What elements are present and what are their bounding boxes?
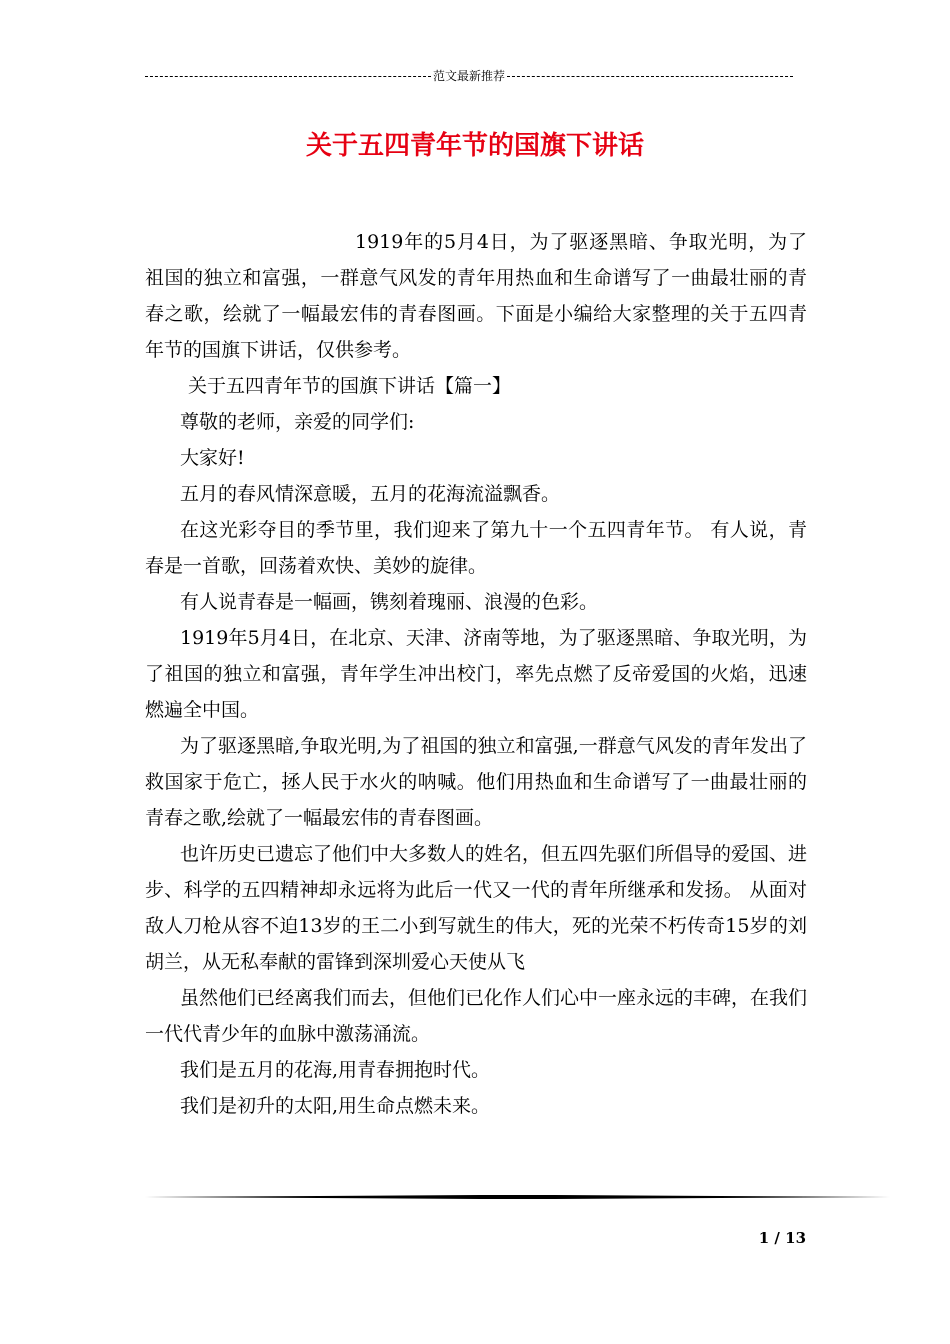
header-dash-right	[507, 76, 793, 77]
paragraph: 1919年5月4日，在北京、天津、济南等地，为了驱逐黑暗、争取光明，为了祖国的独立和富强，青年学生冲出校门，率先点燃了反帝爱国的火焰，迅速燃遍全中国。	[145, 627, 807, 721]
paragraph: 有人说青春是一幅画，镌刻着瑰丽、浪漫的色彩。	[180, 591, 599, 613]
paragraph: 五月的春风情深意暖，五月的花海流溢飘香。	[180, 483, 561, 505]
paragraph: 我们是五月的花海,用青春拥抱时代。	[180, 1059, 491, 1081]
paragraph: 虽然他们已经离我们而去，但他们已化作人们心中一座永远的丰碑，在我们一代代青少年的血脉中激荡涌流。	[145, 987, 808, 1045]
header-label: 范文最新推荐	[433, 69, 506, 83]
page-number: 1 / 13	[758, 1229, 806, 1247]
paragraph: 也许历史已遗忘了他们中大多数人的姓名，但五四先驱们所倡导的爱国、进步、科学的五四精神却永远将为此后一代又一代的青年所继承和发扬。 从面对敌人刀枪从容不迫13岁的王二小到写就生的伟大，死的光荣不朽传奇15岁的刘胡兰，从无私奉献的雷锋到深圳爱心天使从飞	[145, 843, 808, 973]
salutation: 尊敬的老师，亲爱的同学们:	[180, 411, 415, 433]
page-header	[145, 68, 793, 84]
header-dash-left	[145, 76, 431, 77]
section-heading: 关于五四青年节的国旗下讲话【篇一】	[188, 375, 512, 397]
paragraph: 我们是初升的太阳,用生命点燃未来。	[180, 1095, 491, 1117]
paragraph: 在这光彩夺目的季节里，我们迎来了第九十一个五四青年节。 有人说，青春是一首歌，回荡着欢快、美妙的旋律。	[145, 519, 807, 577]
document-title: 关于五四青年节的国旗下讲话	[305, 131, 644, 161]
greeting: 大家好!	[180, 447, 245, 469]
intro-paragraph: 1919年的5月4日，为了驱逐黑暗、争取光明，为了祖国的独立和富强，一群意气风发的青年用热血和生命谱写了一曲最壮丽的青春之歌，绘就了一幅最宏伟的青春图画。下面是小编给大家整理的关于五四青年节的国旗下讲话，仅供参考。	[145, 231, 807, 361]
document-body	[145, 224, 807, 1124]
footer-rule	[145, 1195, 890, 1199]
paragraph: 为了驱逐黑暗,争取光明,为了祖国的独立和富强,一群意气风发的青年发出了救国家于危亡，拯人民于水火的呐喊。他们用热血和生命谱写了一曲最壮丽的青春之歌,绘就了一幅最宏伟的青春图画。	[145, 735, 807, 829]
